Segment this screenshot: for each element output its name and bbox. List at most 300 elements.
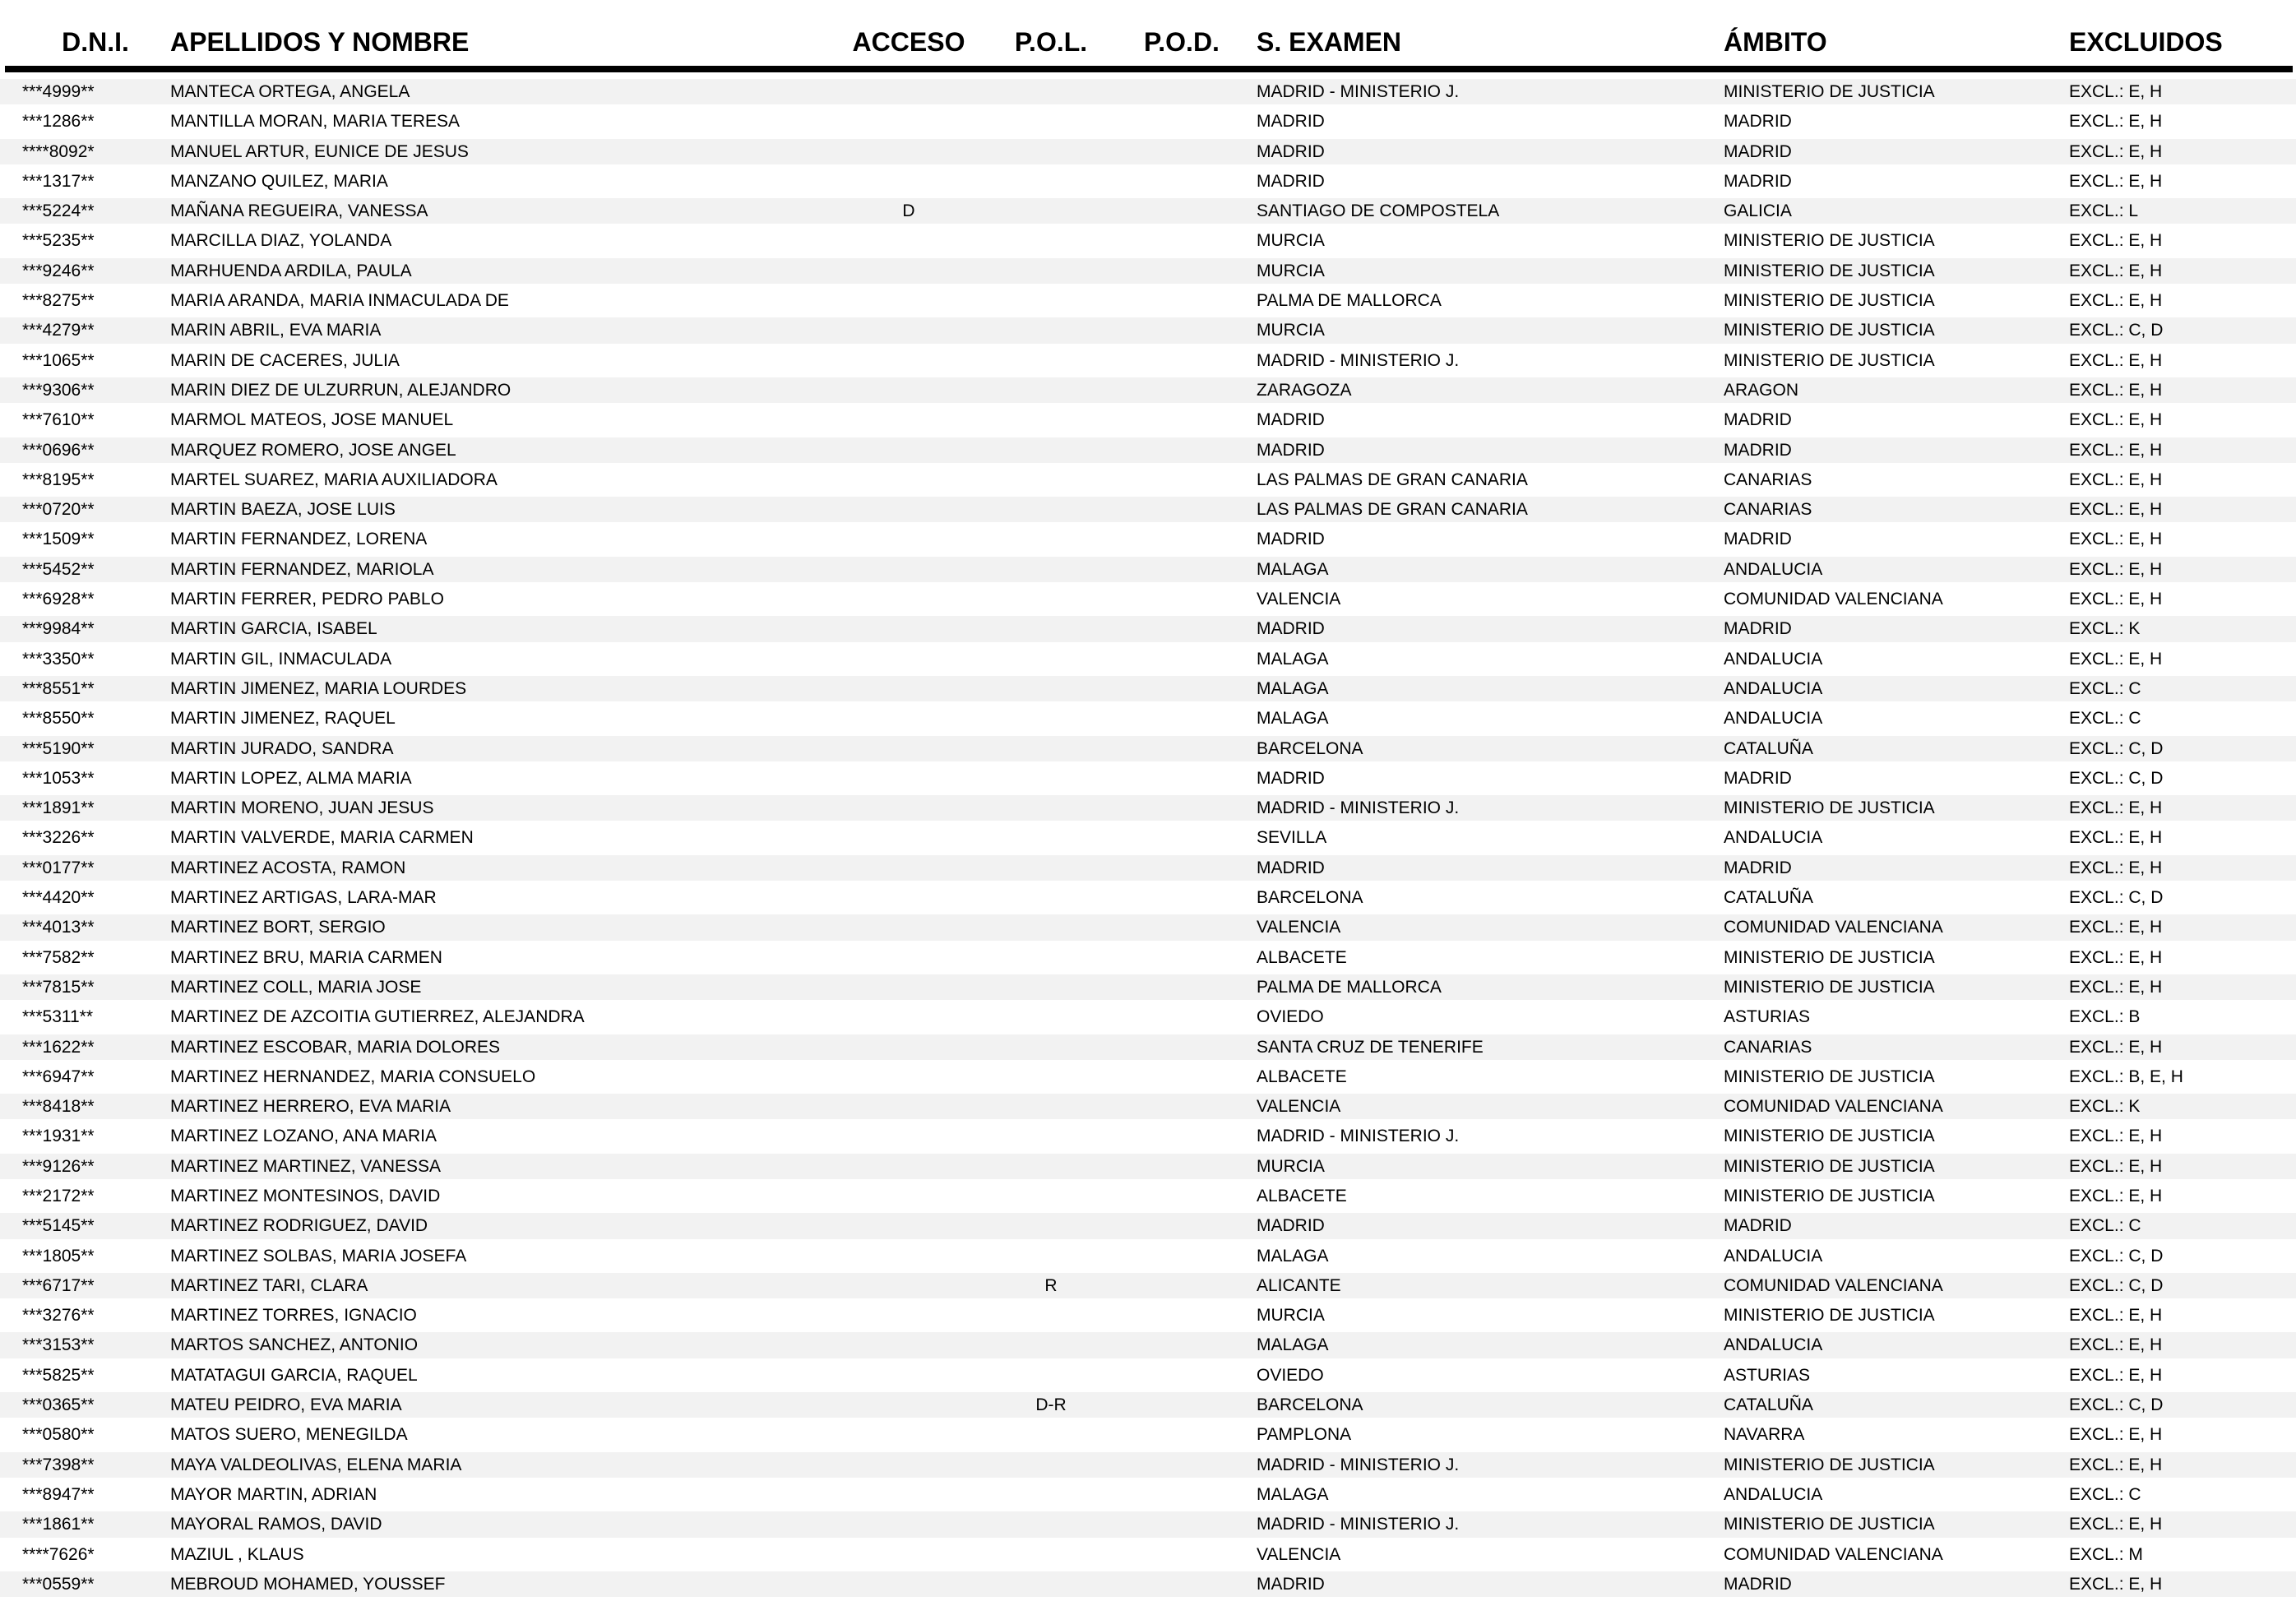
- table-row: [0, 1452, 2296, 1482]
- cell-dni: ***1065**: [22, 350, 95, 370]
- cell-ambito: COMUNIDAD VALENCIANA: [1724, 1097, 1943, 1117]
- cell-dni: ***3153**: [22, 1335, 95, 1355]
- cell-excluidos: EXCL.: C, D: [2069, 738, 2164, 758]
- table-row: [0, 437, 2296, 467]
- table-row: [0, 1213, 2296, 1242]
- cell-dni: ***1805**: [22, 1246, 95, 1266]
- cell-dni: ***4013**: [22, 918, 95, 937]
- cell-ambito: CANARIAS: [1724, 1037, 1812, 1057]
- table-header-row: [0, 0, 2296, 66]
- table-row: [0, 616, 2296, 646]
- cell-ambito: ANDALUCIA: [1724, 649, 1823, 669]
- cell-dni: ***0696**: [22, 440, 95, 460]
- cell-ambito: ASTURIAS: [1724, 1365, 1811, 1385]
- cell-name: MARTIN BAEZA, JOSE LUIS: [170, 500, 396, 520]
- cell-excluidos: EXCL.: L: [2069, 201, 2139, 221]
- cell-examen: MALAGA: [1257, 709, 1329, 729]
- cell-excluidos: EXCL.: E, H: [2069, 1306, 2163, 1326]
- cell-name: MARTINEZ BRU, MARIA CARMEN: [170, 947, 442, 967]
- cell-dni: ***9984**: [22, 619, 95, 639]
- cell-name: MARTINEZ MARTINEZ, VANESSA: [170, 1156, 442, 1176]
- cell-ambito: MADRID: [1724, 171, 1792, 191]
- cell-dni: ***5452**: [22, 559, 95, 579]
- cell-examen: MADRID - MINISTERIO J.: [1257, 82, 1460, 101]
- cell-dni: ***9126**: [22, 1156, 95, 1176]
- table-row: [0, 1332, 2296, 1362]
- cell-name: MAÑANA REGUEIRA, VANESSA: [170, 201, 428, 221]
- cell-name: MARMOL MATEOS, JOSE MANUEL: [170, 410, 454, 430]
- cell-excluidos: EXCL.: E, H: [2069, 291, 2163, 311]
- table-row: [0, 1183, 2296, 1213]
- cell-ambito: ANDALUCIA: [1724, 709, 1823, 729]
- cell-excluidos: EXCL.: C: [2069, 1484, 2141, 1504]
- cell-ambito: MINISTERIO DE JUSTICIA: [1724, 947, 1935, 967]
- cell-ambito: MADRID: [1724, 768, 1792, 788]
- cell-examen: SANTIAGO DE COMPOSTELA: [1257, 201, 1500, 221]
- cell-excluidos: EXCL.: C, D: [2069, 888, 2164, 908]
- cell-excluidos: EXCL.: E, H: [2069, 798, 2163, 818]
- cell-dni: ***5224**: [22, 201, 95, 221]
- cell-dni: ***9246**: [22, 261, 95, 280]
- cell-examen: MURCIA: [1257, 1156, 1325, 1176]
- cell-examen: PALMA DE MALLORCA: [1257, 977, 1442, 997]
- table-row: [0, 79, 2296, 109]
- cell-ambito: CANARIAS: [1724, 470, 1812, 489]
- column-header-pod: P.O.D.: [1144, 27, 1220, 57]
- cell-name: MARHUENDA ARDILA, PAULA: [170, 261, 412, 280]
- table-row: [0, 317, 2296, 347]
- cell-examen: ALBACETE: [1257, 1067, 1347, 1086]
- cell-ambito: MINISTERIO DE JUSTICIA: [1724, 1186, 1935, 1205]
- table-row: [0, 855, 2296, 885]
- cell-name: MAYA VALDEOLIVAS, ELENA MARIA: [170, 1455, 462, 1474]
- cell-examen: MADRID - MINISTERIO J.: [1257, 1455, 1460, 1474]
- cell-examen: LAS PALMAS DE GRAN CANARIA: [1257, 470, 1528, 489]
- cell-name: MARTINEZ SOLBAS, MARIA JOSEFA: [170, 1246, 467, 1266]
- cell-excluidos: EXCL.: E, H: [2069, 828, 2163, 848]
- cell-dni: ***5235**: [22, 231, 95, 251]
- cell-name: MARTIN JIMENEZ, MARIA LOURDES: [170, 678, 467, 698]
- cell-dni: ***7815**: [22, 977, 95, 997]
- cell-ambito: MADRID: [1724, 440, 1792, 460]
- table-row: [0, 676, 2296, 706]
- cell-excluidos: EXCL.: M: [2069, 1544, 2143, 1564]
- table-row: [0, 736, 2296, 766]
- cell-excluidos: EXCL.: C, D: [2069, 1275, 2164, 1295]
- table-row: [0, 646, 2296, 676]
- table-row: [0, 198, 2296, 228]
- cell-dni: ***9306**: [22, 380, 95, 400]
- cell-pol: D-R: [1035, 1395, 1067, 1415]
- cell-excluidos: EXCL.: C: [2069, 709, 2141, 729]
- cell-name: MATEU PEIDRO, EVA MARIA: [170, 1395, 402, 1415]
- cell-excluidos: EXCL.: E, H: [2069, 530, 2163, 549]
- cell-excluidos: EXCL.: E, H: [2069, 1156, 2163, 1176]
- cell-ambito: MINISTERIO DE JUSTICIA: [1724, 798, 1935, 818]
- table-row: [0, 288, 2296, 317]
- column-header-excluidos: EXCLUIDOS: [2069, 27, 2223, 57]
- cell-ambito: ANDALUCIA: [1724, 1246, 1823, 1266]
- cell-examen: MADRID - MINISTERIO J.: [1257, 350, 1460, 370]
- cell-name: MARTINEZ ACOSTA, RAMON: [170, 858, 406, 877]
- cell-name: MARTIN LOPEZ, ALMA MARIA: [170, 768, 412, 788]
- cell-excluidos: EXCL.: E, H: [2069, 1365, 2163, 1385]
- cell-dni: ***4999**: [22, 82, 95, 101]
- cell-examen: MALAGA: [1257, 1246, 1329, 1266]
- cell-examen: BARCELONA: [1257, 738, 1363, 758]
- table-row: [0, 1273, 2296, 1303]
- table-row: [0, 169, 2296, 198]
- cell-name: MARTINEZ TORRES, IGNACIO: [170, 1306, 417, 1326]
- cell-ambito: MINISTERIO DE JUSTICIA: [1724, 261, 1935, 280]
- cell-name: MARIN ABRIL, EVA MARIA: [170, 321, 382, 340]
- cell-ambito: CANARIAS: [1724, 500, 1812, 520]
- table-row: [0, 825, 2296, 854]
- cell-dni: ***1509**: [22, 530, 95, 549]
- cell-examen: MALAGA: [1257, 559, 1329, 579]
- cell-ambito: ANDALUCIA: [1724, 559, 1823, 579]
- cell-name: MARTINEZ ARTIGAS, LARA-MAR: [170, 888, 437, 908]
- cell-excluidos: EXCL.: E, H: [2069, 350, 2163, 370]
- table-row: [0, 258, 2296, 288]
- cell-examen: MADRID: [1257, 141, 1325, 161]
- cell-excluidos: EXCL.: E, H: [2069, 649, 2163, 669]
- cell-name: MARTIN JIMENEZ, RAQUEL: [170, 709, 396, 729]
- cell-examen: BARCELONA: [1257, 888, 1363, 908]
- cell-name: MARTINEZ HERNANDEZ, MARIA CONSUELO: [170, 1067, 536, 1086]
- cell-excluidos: EXCL.: C, D: [2069, 1246, 2164, 1266]
- cell-dni: ***0559**: [22, 1574, 95, 1594]
- cell-name: MARIN DIEZ DE ULZURRUN, ALEJANDRO: [170, 380, 512, 400]
- cell-name: MARTINEZ HERRERO, EVA MARIA: [170, 1097, 451, 1117]
- table-row: [0, 586, 2296, 616]
- table-row: [0, 1154, 2296, 1183]
- cell-examen: BARCELONA: [1257, 1395, 1363, 1415]
- cell-dni: ***0580**: [22, 1425, 95, 1445]
- cell-excluidos: EXCL.: C, D: [2069, 1395, 2164, 1415]
- cell-examen: ALBACETE: [1257, 947, 1347, 967]
- cell-examen: MALAGA: [1257, 1335, 1329, 1355]
- cell-name: MARTIN GIL, INMACULADA: [170, 649, 392, 669]
- cell-excluidos: EXCL.: E, H: [2069, 1335, 2163, 1355]
- cell-name: MARTINEZ DE AZCOITIA GUTIERREZ, ALEJANDRA: [170, 1007, 585, 1027]
- table-row: [0, 497, 2296, 526]
- cell-name: MAZIUL , KLAUS: [170, 1544, 304, 1564]
- cell-name: MAYOR MARTIN, ADRIAN: [170, 1484, 377, 1504]
- cell-name: MARTIN FERNANDEZ, MARIOLA: [170, 559, 434, 579]
- table-row: [0, 766, 2296, 795]
- cell-examen: MURCIA: [1257, 321, 1325, 340]
- candidate-table: [0, 79, 2296, 1601]
- column-header-ambito: ÁMBITO: [1724, 27, 1827, 57]
- cell-ambito: MADRID: [1724, 141, 1792, 161]
- cell-dni: ***0365**: [22, 1395, 95, 1415]
- cell-ambito: CATALUÑA: [1724, 888, 1813, 908]
- table-row: [0, 974, 2296, 1004]
- cell-ambito: MINISTERIO DE JUSTICIA: [1724, 291, 1935, 311]
- cell-excluidos: EXCL.: C: [2069, 1216, 2141, 1236]
- cell-dni: ***0177**: [22, 858, 95, 877]
- cell-ambito: COMUNIDAD VALENCIANA: [1724, 590, 1943, 609]
- cell-dni: ***0720**: [22, 500, 95, 520]
- cell-ambito: MADRID: [1724, 1574, 1792, 1594]
- cell-excluidos: EXCL.: E, H: [2069, 590, 2163, 609]
- cell-excluidos: EXCL.: E, H: [2069, 1037, 2163, 1057]
- table-row: [0, 1094, 2296, 1123]
- table-row: [0, 706, 2296, 735]
- cell-name: MARTINEZ TARI, CLARA: [170, 1275, 368, 1295]
- cell-excluidos: EXCL.: E, H: [2069, 141, 2163, 161]
- cell-name: MARIN DE CACERES, JULIA: [170, 350, 400, 370]
- cell-dni: ***5311**: [22, 1007, 94, 1027]
- cell-name: MARIA ARANDA, MARIA INMACULADA DE: [170, 291, 509, 311]
- cell-ambito: MINISTERIO DE JUSTICIA: [1724, 1127, 1935, 1146]
- cell-dni: ***4279**: [22, 321, 95, 340]
- cell-ambito: ANDALUCIA: [1724, 678, 1823, 698]
- cell-ambito: COMUNIDAD VALENCIANA: [1724, 1275, 1943, 1295]
- cell-examen: PAMPLONA: [1257, 1425, 1352, 1445]
- table-row: [0, 1363, 2296, 1392]
- cell-dni: ***5825**: [22, 1365, 95, 1385]
- cell-name: MARTIN VALVERDE, MARIA CARMEN: [170, 828, 474, 848]
- cell-examen: MADRID: [1257, 112, 1325, 132]
- cell-ambito: MADRID: [1724, 410, 1792, 430]
- cell-dni: ***6928**: [22, 590, 95, 609]
- cell-excluidos: EXCL.: E, H: [2069, 112, 2163, 132]
- cell-examen: VALENCIA: [1257, 590, 1341, 609]
- cell-ambito: MINISTERIO DE JUSTICIA: [1724, 82, 1935, 101]
- cell-ambito: MADRID: [1724, 530, 1792, 549]
- table-row: [0, 1392, 2296, 1422]
- cell-examen: MURCIA: [1257, 1306, 1325, 1326]
- cell-dni: ***5190**: [22, 738, 95, 758]
- cell-dni: ***1317**: [22, 171, 95, 191]
- cell-dni: ****7626*: [22, 1544, 95, 1564]
- table-row: [0, 1542, 2296, 1571]
- cell-name: MARTINEZ LOZANO, ANA MARIA: [170, 1127, 437, 1146]
- table-row: [0, 1034, 2296, 1064]
- cell-excluidos: EXCL.: E, H: [2069, 380, 2163, 400]
- cell-dni: ***4420**: [22, 888, 95, 908]
- cell-name: MATATAGUI GARCIA, RAQUEL: [170, 1365, 418, 1385]
- cell-dni: ****8092*: [22, 141, 95, 161]
- table-row: [0, 1303, 2296, 1332]
- cell-dni: ***3350**: [22, 649, 95, 669]
- cell-ambito: ANDALUCIA: [1724, 1335, 1823, 1355]
- cell-dni: ***1053**: [22, 768, 95, 788]
- column-header-name: APELLIDOS Y NOMBRE: [170, 27, 470, 57]
- cell-dni: ***1861**: [22, 1515, 95, 1534]
- cell-dni: ***8550**: [22, 709, 95, 729]
- cell-examen: MADRID: [1257, 440, 1325, 460]
- cell-dni: ***1286**: [22, 112, 95, 132]
- table-row: [0, 1422, 2296, 1451]
- cell-name: MARTINEZ COLL, MARIA JOSE: [170, 977, 422, 997]
- cell-examen: PALMA DE MALLORCA: [1257, 291, 1442, 311]
- table-row: [0, 467, 2296, 497]
- cell-ambito: MINISTERIO DE JUSTICIA: [1724, 1156, 1935, 1176]
- cell-examen: MADRID: [1257, 171, 1325, 191]
- cell-examen: MADRID - MINISTERIO J.: [1257, 798, 1460, 818]
- cell-examen: VALENCIA: [1257, 918, 1341, 937]
- cell-examen: OVIEDO: [1257, 1007, 1324, 1027]
- cell-name: MANTECA ORTEGA, ANGELA: [170, 82, 410, 101]
- cell-excluidos: EXCL.: B, E, H: [2069, 1067, 2183, 1086]
- cell-ambito: CATALUÑA: [1724, 1395, 1813, 1415]
- cell-ambito: MINISTERIO DE JUSTICIA: [1724, 1067, 1935, 1086]
- cell-excluidos: EXCL.: E, H: [2069, 1425, 2163, 1445]
- cell-name: MATOS SUERO, MENEGILDA: [170, 1425, 408, 1445]
- cell-excluidos: EXCL.: E, H: [2069, 1515, 2163, 1534]
- cell-examen: MADRID: [1257, 530, 1325, 549]
- cell-name: MARTEL SUAREZ, MARIA AUXILIADORA: [170, 470, 498, 489]
- cell-ambito: COMUNIDAD VALENCIANA: [1724, 918, 1943, 937]
- cell-ambito: ANDALUCIA: [1724, 1484, 1823, 1504]
- cell-ambito: CATALUÑA: [1724, 738, 1813, 758]
- table-row: [0, 1123, 2296, 1153]
- cell-name: MARTIN FERNANDEZ, LORENA: [170, 530, 428, 549]
- cell-name: MARTIN FERRER, PEDRO PABLO: [170, 590, 444, 609]
- cell-excluidos: EXCL.: E, H: [2069, 1127, 2163, 1146]
- cell-excluidos: EXCL.: E, H: [2069, 1574, 2163, 1594]
- cell-examen: MURCIA: [1257, 261, 1325, 280]
- cell-dni: ***6717**: [22, 1275, 95, 1295]
- cell-name: MARTIN JURADO, SANDRA: [170, 738, 394, 758]
- table-row: [0, 526, 2296, 556]
- table-row: [0, 348, 2296, 377]
- cell-dni: ***1891**: [22, 798, 95, 818]
- cell-name: MARTIN MORENO, JUAN JESUS: [170, 798, 434, 818]
- cell-examen: LAS PALMAS DE GRAN CANARIA: [1257, 500, 1528, 520]
- cell-examen: SEVILLA: [1257, 828, 1327, 848]
- cell-examen: VALENCIA: [1257, 1097, 1341, 1117]
- cell-name: MAYORAL RAMOS, DAVID: [170, 1515, 382, 1534]
- header-separator: [5, 66, 2293, 72]
- cell-ambito: MADRID: [1724, 858, 1792, 877]
- cell-excluidos: EXCL.: E, H: [2069, 858, 2163, 877]
- cell-examen: MADRID: [1257, 410, 1325, 430]
- cell-ambito: NAVARRA: [1724, 1425, 1805, 1445]
- column-header-pol: P.O.L.: [1014, 27, 1088, 57]
- cell-dni: ***2172**: [22, 1186, 95, 1205]
- cell-dni: ***3226**: [22, 828, 95, 848]
- table-row: [0, 557, 2296, 586]
- cell-excluidos: EXCL.: K: [2069, 619, 2141, 639]
- cell-dni: ***3276**: [22, 1306, 95, 1326]
- cell-ambito: MINISTERIO DE JUSTICIA: [1724, 1455, 1935, 1474]
- table-row: [0, 1243, 2296, 1273]
- cell-ambito: ARAGON: [1724, 380, 1799, 400]
- cell-acceso: D: [902, 201, 915, 221]
- cell-excluidos: EXCL.: E, H: [2069, 261, 2163, 280]
- cell-ambito: MADRID: [1724, 619, 1792, 639]
- cell-excluidos: EXCL.: E, H: [2069, 947, 2163, 967]
- cell-dni: ***5145**: [22, 1216, 95, 1236]
- cell-name: MARTOS SANCHEZ, ANTONIO: [170, 1335, 419, 1355]
- table-row: [0, 1004, 2296, 1034]
- cell-dni: ***8195**: [22, 470, 95, 489]
- cell-ambito: ANDALUCIA: [1724, 828, 1823, 848]
- cell-ambito: GALICIA: [1724, 201, 1792, 221]
- cell-name: MARQUEZ ROMERO, JOSE ANGEL: [170, 440, 456, 460]
- cell-excluidos: EXCL.: E, H: [2069, 977, 2163, 997]
- cell-name: MANZANO QUILEZ, MARIA: [170, 171, 388, 191]
- cell-examen: MURCIA: [1257, 231, 1325, 251]
- cell-name: MEBROUD MOHAMED, YOUSSEF: [170, 1574, 446, 1594]
- cell-excluidos: EXCL.: E, H: [2069, 470, 2163, 489]
- cell-ambito: MINISTERIO DE JUSTICIA: [1724, 231, 1935, 251]
- cell-examen: MALAGA: [1257, 649, 1329, 669]
- cell-examen: MADRID: [1257, 858, 1325, 877]
- cell-excluidos: EXCL.: C: [2069, 678, 2141, 698]
- cell-ambito: MINISTERIO DE JUSTICIA: [1724, 977, 1935, 997]
- cell-examen: OVIEDO: [1257, 1365, 1324, 1385]
- column-header-acceso: ACCESO: [852, 27, 965, 57]
- cell-dni: ***8551**: [22, 678, 95, 698]
- cell-name: MARTINEZ BORT, SERGIO: [170, 918, 386, 937]
- table-row: [0, 407, 2296, 437]
- cell-excluidos: EXCL.: E, H: [2069, 82, 2163, 101]
- cell-name: MARCILLA DIAZ, YOLANDA: [170, 231, 392, 251]
- cell-pol: R: [1044, 1275, 1058, 1295]
- cell-dni: ***8947**: [22, 1484, 95, 1504]
- cell-ambito: MINISTERIO DE JUSTICIA: [1724, 1515, 1935, 1534]
- cell-dni: ***7582**: [22, 947, 95, 967]
- cell-excluidos: EXCL.: E, H: [2069, 440, 2163, 460]
- cell-examen: ALBACETE: [1257, 1186, 1347, 1205]
- cell-examen: MALAGA: [1257, 678, 1329, 698]
- table-row: [0, 377, 2296, 407]
- cell-excluidos: EXCL.: E, H: [2069, 500, 2163, 520]
- cell-examen: SANTA CRUZ DE TENERIFE: [1257, 1037, 1484, 1057]
- column-header-dni: D.N.I.: [62, 27, 129, 57]
- cell-name: MARTIN GARCIA, ISABEL: [170, 619, 377, 639]
- cell-dni: ***6947**: [22, 1067, 95, 1086]
- cell-name: MANTILLA MORAN, MARIA TERESA: [170, 112, 461, 132]
- cell-examen: VALENCIA: [1257, 1544, 1341, 1564]
- cell-ambito: MINISTERIO DE JUSTICIA: [1724, 350, 1935, 370]
- cell-examen: ZARAGOZA: [1257, 380, 1352, 400]
- cell-excluidos: EXCL.: E, H: [2069, 231, 2163, 251]
- cell-ambito: MADRID: [1724, 112, 1792, 132]
- table-row: [0, 139, 2296, 169]
- cell-dni: ***8418**: [22, 1097, 95, 1117]
- cell-name: MARTINEZ ESCOBAR, MARIA DOLORES: [170, 1037, 501, 1057]
- cell-examen: MADRID: [1257, 1574, 1325, 1594]
- table-row: [0, 1571, 2296, 1601]
- cell-name: MARTINEZ MONTESINOS, DAVID: [170, 1186, 441, 1205]
- table-row: [0, 885, 2296, 914]
- cell-ambito: MADRID: [1724, 1216, 1792, 1236]
- cell-dni: ***1622**: [22, 1037, 95, 1057]
- cell-excluidos: EXCL.: E, H: [2069, 559, 2163, 579]
- table-row: [0, 228, 2296, 257]
- cell-excluidos: EXCL.: K: [2069, 1097, 2141, 1117]
- cell-name: MANUEL ARTUR, EUNICE DE JESUS: [170, 141, 469, 161]
- cell-dni: ***8275**: [22, 291, 95, 311]
- cell-ambito: COMUNIDAD VALENCIANA: [1724, 1544, 1943, 1564]
- cell-excluidos: EXCL.: B: [2069, 1007, 2141, 1027]
- table-row: [0, 1482, 2296, 1511]
- cell-excluidos: EXCL.: E, H: [2069, 410, 2163, 430]
- cell-examen: MADRID: [1257, 619, 1325, 639]
- cell-excluidos: EXCL.: E, H: [2069, 1455, 2163, 1474]
- cell-dni: ***7398**: [22, 1455, 95, 1474]
- cell-dni: ***7610**: [22, 410, 95, 430]
- cell-excluidos: EXCL.: C, D: [2069, 321, 2164, 340]
- table-row: [0, 914, 2296, 944]
- cell-examen: MADRID - MINISTERIO J.: [1257, 1127, 1460, 1146]
